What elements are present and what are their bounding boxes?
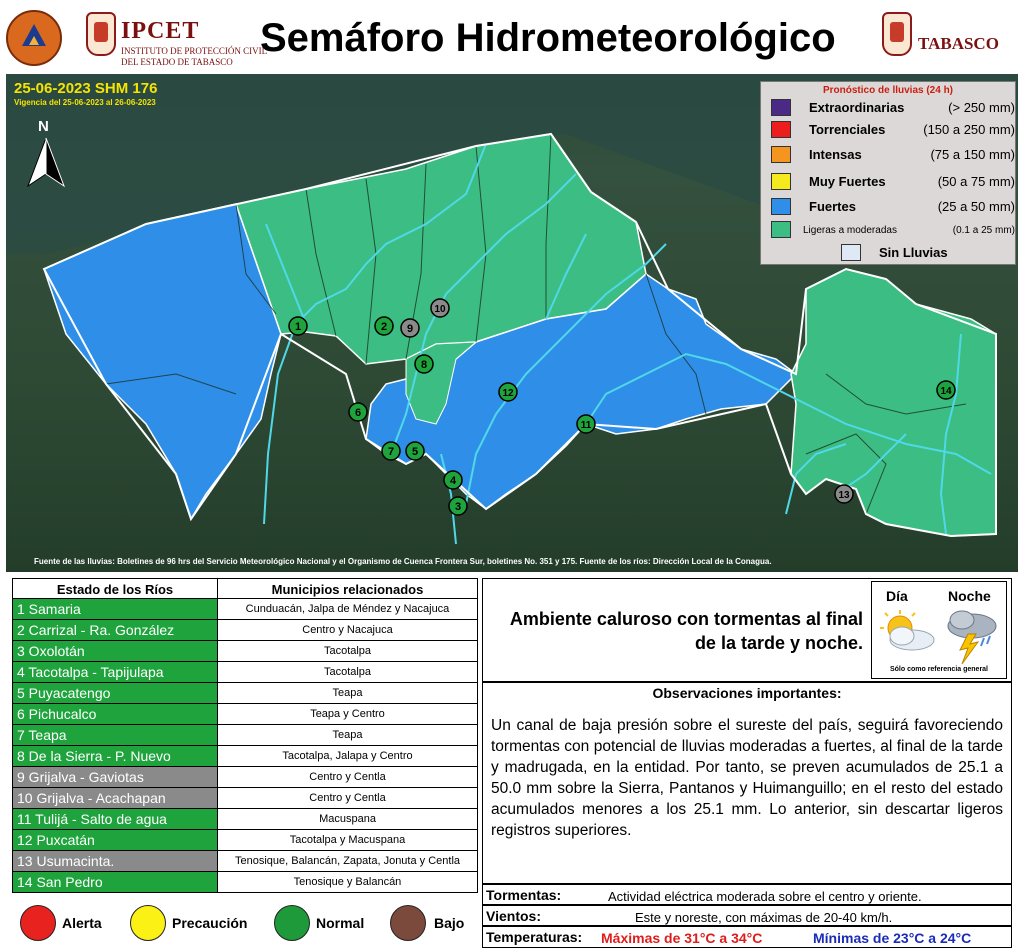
river-marker[interactable] [431, 299, 449, 317]
river-marker[interactable] [449, 497, 467, 515]
river-municipalities: Teapa y Centro [218, 704, 478, 725]
table-row [12, 851, 478, 872]
river-name: 12 Puxcatán [12, 830, 218, 851]
storms-value: Actividad eléctrica moderada sobre el centro y oriente. [608, 889, 922, 904]
river-marker[interactable] [444, 471, 462, 489]
status-dot-normal [274, 905, 310, 941]
river-marker-number: 12 [502, 388, 514, 399]
legend-swatch [771, 198, 791, 215]
table-row [12, 809, 478, 830]
river-municipalities: Tacotalpa y Macuspana [218, 830, 478, 851]
legend-range: (150 a 250 mm) [923, 122, 1015, 137]
river-marker[interactable] [382, 442, 400, 460]
temperatures-label: Temperaturas: [486, 929, 583, 945]
river-name: 8 De la Sierra - P. Nuevo [12, 746, 218, 767]
legend-row-ligeras [771, 219, 1015, 241]
river-marker[interactable] [415, 355, 433, 373]
table-row [12, 641, 478, 662]
river-name: 7 Teapa [12, 725, 218, 746]
river-municipalities: Tenosique, Balancán, Zapata, Jonuta y Centla [218, 851, 478, 872]
table-row [12, 872, 478, 893]
legend-row-torrenciales [771, 119, 1015, 141]
tabasco-label: TABASCO [918, 34, 999, 53]
river-marker-number: 2 [380, 321, 388, 333]
river-name: 13 Usumacinta. [12, 851, 218, 872]
river-marker-number: 8 [420, 359, 428, 371]
river-municipalities: Cunduacán, Jalpa de Méndez y Nacajuca [218, 599, 478, 620]
legend-name: Fuertes [809, 199, 856, 214]
river-name: 3 Oxolotán [12, 641, 218, 662]
river-marker[interactable] [406, 442, 424, 460]
zone-west-fuertes [44, 204, 281, 519]
legend-swatch [771, 121, 791, 138]
tabasco-seal-icon [882, 12, 912, 56]
storms-row [482, 884, 1012, 905]
river-marker-number: 9 [406, 323, 414, 335]
river-marker[interactable] [835, 485, 853, 503]
legend-range: (75 a 150 mm) [930, 147, 1015, 162]
partly-cloudy-icon [880, 610, 934, 650]
river-municipalities: Teapa [218, 725, 478, 746]
winds-value: Este y noreste, con máximas de 20-40 km/h. [635, 910, 893, 925]
river-municipalities: Tacotalpa, Jalapa y Centro [218, 746, 478, 767]
legend-name: Torrenciales [809, 122, 886, 137]
observations-panel [482, 682, 1012, 884]
river-status-legend [12, 897, 478, 949]
status-dot-bajo [390, 905, 426, 941]
legend-range: (25 a 50 mm) [937, 199, 1015, 214]
north-label: N [38, 118, 49, 135]
table-row [12, 662, 478, 683]
map-source-note: Fuente de las lluvias: Boletines de 96 hrs del Servicio Meteorológico Nacional y el Organismo de Cuenca Frontera Sur, boletines No. 351 y 175. Fuente de los ríos: Dirección Local de la Conagua. [34, 557, 772, 566]
status-label-bajo: Bajo [434, 915, 465, 931]
legend-row-fuertes [771, 196, 1015, 218]
ipcet-line1: INSTITUTO DE PROTECCIÓN CIVIL [121, 46, 268, 56]
ipcet-seal-icon [86, 12, 116, 56]
table-row [12, 599, 478, 620]
river-name: 5 Puyacatengo [12, 683, 218, 704]
table-header-municipalities: Municipios relacionados [218, 578, 478, 599]
observations-title: Observaciones importantes: [652, 685, 842, 701]
river-municipalities: Tacotalpa [218, 641, 478, 662]
table-row [12, 788, 478, 809]
legend-name: Extraordinarias [809, 100, 905, 115]
storms-label: Tormentas: [486, 887, 562, 903]
river-name: 14 San Pedro [12, 872, 218, 893]
table-row [12, 830, 478, 851]
header [0, 0, 1024, 74]
river-name: 2 Carrizal - Ra. González [12, 620, 218, 641]
status-dot-precaucion [130, 905, 166, 941]
temperature-min: Mínimas de 23°C a 24°C [813, 930, 972, 946]
rain-legend [760, 81, 1016, 265]
civil-protection-logo [6, 10, 62, 66]
legend-row-intensas [771, 144, 1015, 166]
temperature-max: Máximas de 31°C a 34°C [601, 930, 763, 946]
forecast-text: Ambiente caluroso con tormentas al final de la tarde y noche. [509, 609, 863, 653]
legend-row-muy-fuertes [771, 171, 1015, 193]
table-row [12, 725, 478, 746]
river-marker-number: 4 [449, 475, 457, 487]
river-marker-number: 7 [387, 446, 395, 458]
legend-range: (> 250 mm) [948, 100, 1015, 115]
legend-name: Ligeras a moderadas [803, 225, 897, 236]
table-row [12, 683, 478, 704]
legend-name: Muy Fuertes [809, 174, 886, 189]
river-municipalities: Tenosique y Balancán [218, 872, 478, 893]
legend-title: Pronóstico de lluvias (24 h) [822, 85, 954, 96]
observations-body: Un canal de baja presión sobre el sureste del país, seguirá favoreciendo tormentas con potencial de lluvias moderadas a fuertes, al final de la tarde y madrugada, en la entidad. Por tanto, se preven acumulados de 25.1 a 50.0 mm sobre la Sierra, Pantanos y Huimanguillo; en el resto del estado acumulados menores a los 25.1 mm. Lo anterior, sin descartar ligeros registros superiores. [491, 717, 1003, 839]
river-marker[interactable] [401, 319, 419, 337]
river-municipalities: Centro y Centla [218, 767, 478, 788]
river-marker[interactable] [577, 415, 595, 433]
river-name: 4 Tacotalpa - Tapijulapa [12, 662, 218, 683]
legend-name: Sin Lluvias [879, 245, 948, 260]
day-label: Día [886, 588, 908, 604]
night-label: Noche [948, 588, 991, 604]
river-municipalities: Centro y Centla [218, 788, 478, 809]
legend-swatch [771, 99, 791, 116]
river-marker-number: 13 [838, 490, 850, 501]
river-name: 6 Pichucalco [12, 704, 218, 725]
legend-range: (50 a 75 mm) [937, 174, 1015, 189]
legend-name: Intensas [809, 147, 862, 162]
river-name: 1 Samaria [12, 599, 218, 620]
ipcet-line2: DEL ESTADO DE TABASCO [121, 57, 233, 67]
table-row [12, 767, 478, 788]
river-marker-number: 3 [454, 501, 462, 513]
legend-swatch [771, 221, 791, 238]
weather-forecast [482, 578, 1012, 682]
river-marker[interactable] [937, 381, 955, 399]
legend-row-sin-lluvias [841, 242, 1024, 264]
table-header-status: Estado de los Ríos [12, 578, 218, 599]
thunderstorm-icon [948, 611, 996, 664]
river-municipalities: Teapa [218, 683, 478, 704]
river-marker-number: 6 [354, 407, 362, 419]
bulletin-validity: Vigencia del 25-06-2023 al 26-06-2023 [14, 98, 156, 107]
river-municipalities: Macuspana [218, 809, 478, 830]
river-marker[interactable] [375, 317, 393, 335]
river-marker[interactable] [499, 383, 517, 401]
river-marker-number: 10 [434, 304, 446, 315]
table-row [12, 620, 478, 641]
legend-swatch [771, 173, 791, 190]
river-marker-number: 1 [294, 321, 302, 333]
bulletin-date: 25-06-2023 SHM 176 [14, 80, 158, 97]
winds-row [482, 905, 1012, 926]
icon-note: Sólo como referencia general [889, 666, 989, 673]
weather-icons-svg [872, 606, 1006, 666]
temperatures-row [482, 926, 1012, 948]
legend-swatch [841, 244, 861, 261]
river-marker-number: 11 [580, 420, 592, 431]
table-row [12, 704, 478, 725]
river-marker-number: 5 [411, 446, 419, 458]
river-municipalities: Tacotalpa [218, 662, 478, 683]
winds-label: Vientos: [486, 908, 541, 924]
river-marker[interactable] [349, 403, 367, 421]
status-label-normal: Normal [316, 915, 365, 931]
weather-icon-box [871, 581, 1007, 679]
ipcet-name: IPCET [121, 18, 200, 44]
logo-inner-triangle [29, 36, 39, 45]
river-marker-number: 14 [940, 386, 952, 397]
legend-row-extraordinarias [771, 97, 1015, 119]
zone-east-ligeras [791, 269, 996, 536]
status-dot-alerta [20, 905, 56, 941]
legend-range: (0.1 a 25 mm) [952, 225, 1015, 236]
river-name: 10 Grijalva - Acachapan [12, 788, 218, 809]
page-title: Semáforo Hidrometeorológico [260, 16, 836, 60]
table-row [12, 746, 478, 767]
status-label-alerta: Alerta [62, 915, 102, 931]
status-label-precaucion: Precaución [172, 915, 248, 931]
river-marker[interactable] [289, 317, 307, 335]
river-name: 9 Grijalva - Gaviotas [12, 767, 218, 788]
river-name: 11 Tulijá - Salto de agua [12, 809, 218, 830]
river-municipalities: Centro y Nacajuca [218, 620, 478, 641]
legend-swatch [771, 146, 791, 163]
